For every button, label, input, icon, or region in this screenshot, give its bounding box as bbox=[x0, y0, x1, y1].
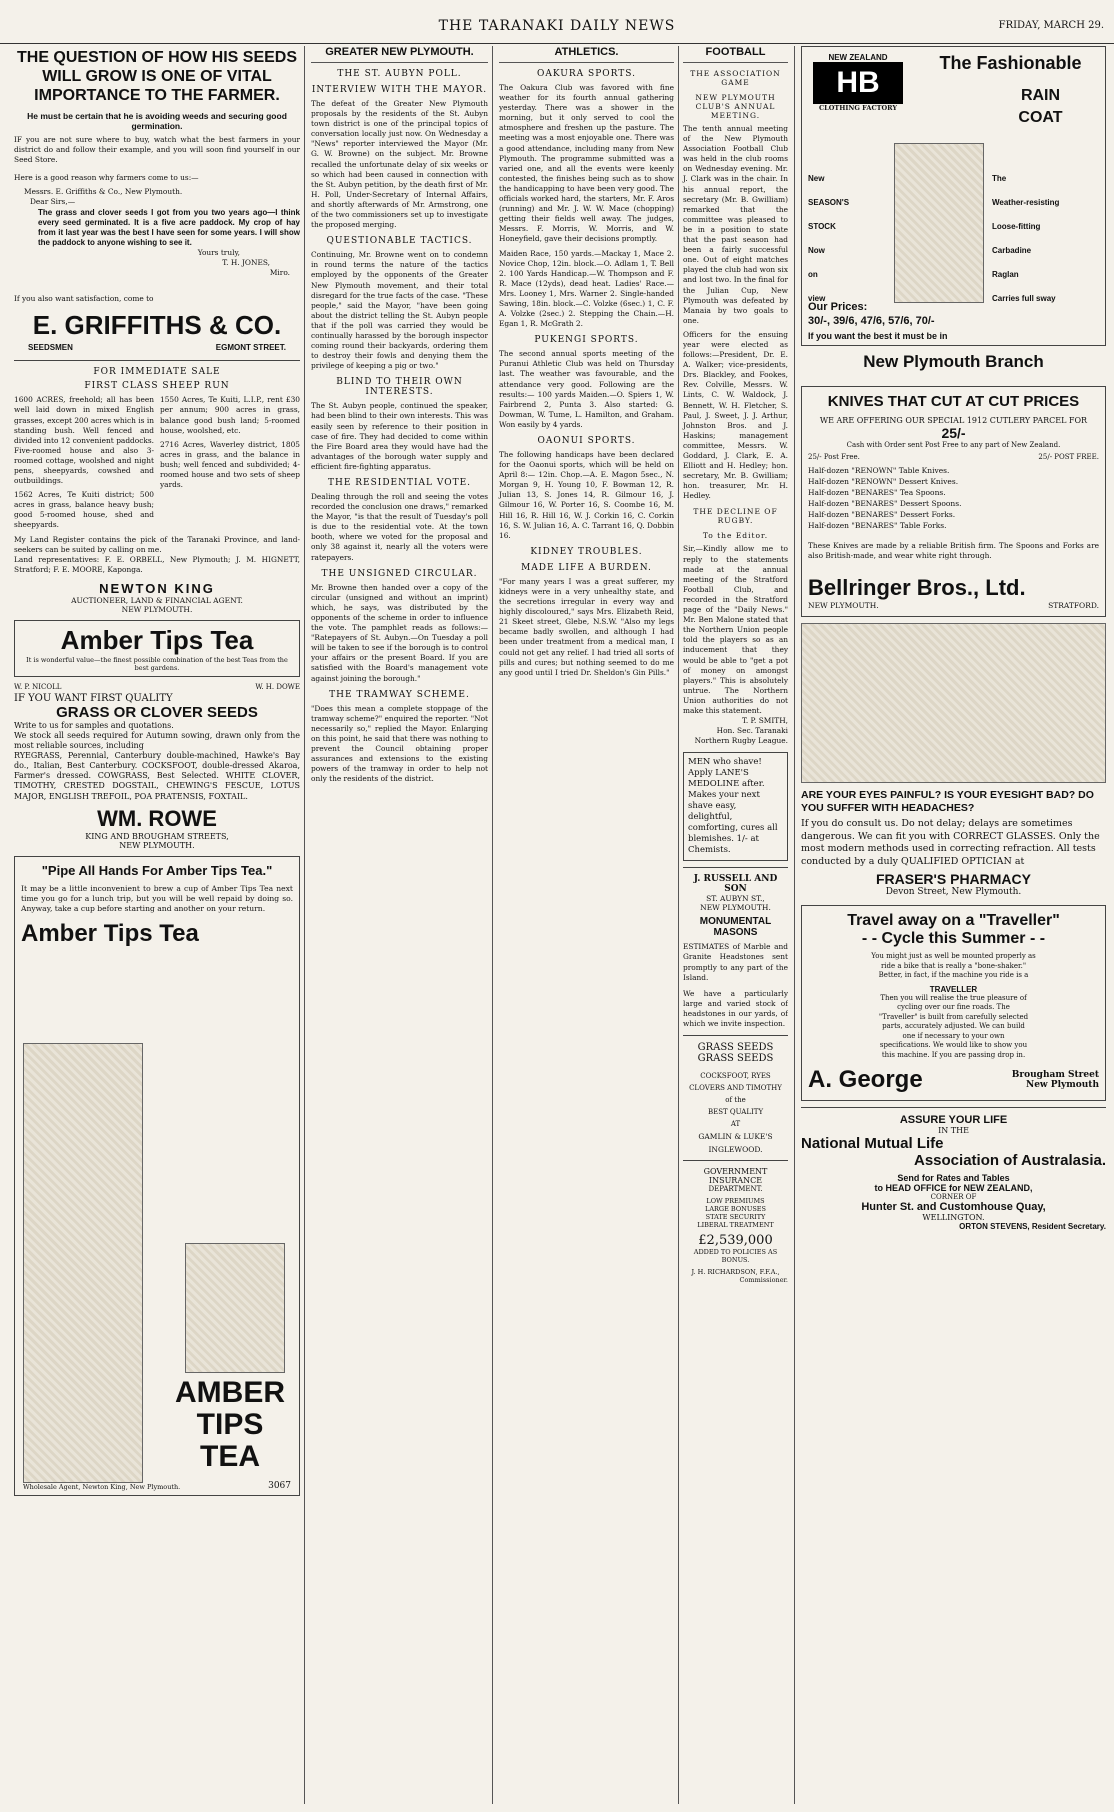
pipe-brand: Amber Tips Tea bbox=[21, 919, 199, 947]
woman-illustration bbox=[23, 1043, 143, 1483]
fb-sub3: THE DECLINE OF RUGBY. bbox=[693, 507, 778, 526]
knives-ad bbox=[801, 386, 1106, 617]
eyes-headline: ARE YOUR EYES PAINFUL? IS YOUR EYESIGHT BAD? DO YOU SUFFER WITH HEADACHES? bbox=[801, 789, 1094, 815]
letter-salutation: Dear Sirs,— bbox=[30, 197, 76, 207]
hb-prices: 30/-, 39/6, 47/6, 57/6, 70/- bbox=[808, 315, 935, 327]
gov-ins-10: Commissioner. bbox=[739, 1276, 788, 1285]
seeds-lead: He must be certain that he is avoiding weeds and securing good germination. bbox=[27, 111, 287, 131]
gnp-sub1: THE ST. AUBYN POLL. bbox=[337, 69, 462, 79]
griffiths-name: E. GRIFFITHS & CO. bbox=[32, 310, 282, 341]
knives-note: These Knives are made by a reliable British firm. The Spoons and Forks are also British-made, and wear white right through. bbox=[808, 541, 1099, 561]
sale-1600: 1600 ACRES, freehold; all has been well laid down in mixed English grasses, except 200 acres which is in standing bush. Well fenced and divided into 12 convenient paddocks. Five-roomed house and also 3-roomed cottage, woolshed and night pens, sheepyards, cowshed and outbuildings. bbox=[14, 395, 154, 486]
fb-sub1: THE ASSOCIATION GAME bbox=[690, 69, 781, 87]
pipe-all-hands-ad bbox=[14, 856, 300, 1496]
fb-p1: The tenth annual meeting of the New Plymouth Association Football Club was held in the club rooms on Wednesday evening. Mr. J. Clark was in the chair. In his annual report, the secretary (Mr. B. Gwilliam) remarked that the committee was pleased to be in a position to state that the past season had been a fairly successful one. Out of eight matches played the club had won six and lost two. In the final for the Julian Cup, New Plymouth was defeated by Manaia by two goals to one. bbox=[683, 124, 788, 325]
masthead-title: THE TARANAKI DAILY NEWS bbox=[438, 18, 676, 34]
hb-raincoat-ad bbox=[801, 46, 1106, 346]
knives-item: Half-dozen "RENOWN" Dessert Knives. bbox=[808, 477, 959, 486]
ath-sub1: OAKURA SPORTS. bbox=[537, 69, 636, 79]
mutual-4: Association of Australasia. bbox=[914, 1152, 1106, 1170]
hb-title3: COAT bbox=[1018, 109, 1063, 126]
gc-title: GRASS OR CLOVER SEEDS bbox=[56, 703, 258, 721]
sale-2716: 2716 Acres, Waverley district, 1805 acres in grass, and the balance in bush; well fenced and subdivided; 4-roomed house and two sets of sheep yards. bbox=[160, 439, 300, 490]
letter-sign: T. H. JONES, bbox=[222, 258, 270, 268]
gov-ins-8: ADDED TO POLICIES AS BONUS. bbox=[693, 1248, 778, 1265]
griffiths-seedsmen: SEEDSMEN bbox=[28, 343, 73, 353]
knives-item: Half-dozen "BENARES" Tea Spoons. bbox=[808, 488, 946, 497]
knives-items bbox=[808, 465, 1099, 531]
russell-street: ST. AUBYN ST., bbox=[706, 894, 765, 904]
traveller-ad bbox=[801, 905, 1106, 1101]
knives-pf1: 25/- Post Free. bbox=[808, 453, 860, 461]
ath-sub5: MADE LIFE A BURDEN. bbox=[521, 562, 652, 573]
fb-sign2: Hon. Sec. Taranaki Northern Rugby League. bbox=[694, 726, 788, 746]
hb-left-item: on bbox=[808, 270, 818, 279]
pipe-body: It may be a little inconvenient to brew a cup of Amber Tips Tea next time you go for a lunch trip, but you will be well repaid by doing so. Anyway, take a cup before starting and another on your return. bbox=[21, 883, 293, 913]
knives-title: KNIVES THAT CUT AT CUT PRICES bbox=[827, 393, 1080, 410]
masthead bbox=[0, 0, 1114, 44]
column-athletics bbox=[492, 46, 674, 1804]
griffiths-footer bbox=[14, 341, 300, 354]
gc-lead: IF YOU WANT FIRST QUALITY bbox=[14, 692, 173, 704]
gov-ins-1: GOVERNMENT INSURANCE bbox=[703, 1167, 768, 1186]
gnp-p5: Mr. Browne then handed over a copy of the circular (unsigned and without an imprint) which, he says, was distributed by the opponents of the scheme in order to influence the vote. The pamphlet reads as follows:— "Ratepayers of St. Aubyn.—On Tuesday a poll will be taken to see if the borough is to control your affairs or the present Board. If you are satisfied with the Board's management vote against joining the borough." bbox=[311, 582, 488, 683]
letter-place: Miro. bbox=[269, 268, 290, 278]
george-town: New Plymouth bbox=[1025, 1080, 1099, 1091]
ath-p1: The Oakura Club was favored with fine weather for its fourth annual gathering yesterday. There was a shower in the morning, but it only served to cool the atmosphere and freshen up the pasture. The meeting was a most enjoyable one. There was a good attendance, including many from New Plymouth. The programme submitted was a varied one, and all the events were keenly contested, the finishes being such as to show the handicapping to have been very good. The officials worked hard, the starters, Mr. F. Aros (running) and Mr. J. W. W. Mace (chopping) getting their fields well away. The judges, Messrs. F. Morris, W. Morris, and W. Honeyfield, gave their decisions promptly. bbox=[499, 83, 674, 244]
george-block bbox=[808, 1066, 1099, 1094]
gnp-p4: Dealing through the roll and seeing the votes recorded the conclusion one draws," remarked the Mayor, "is that the result of Tuesday's poll is due to the residential vote. At the town booth, where we voted for the proposal and only 38 against it, nearly all the voters were ratepayers. bbox=[311, 492, 488, 562]
section-head-football: FOOTBALL bbox=[683, 46, 788, 63]
nicoll-dowe bbox=[14, 683, 300, 691]
eyes-body: If you do consult us. Do not delay; delays are sometimes dangerous. We can fit you with CORRECT GLASSES. Only the most modern methods used in correcting refraction. All tests conducted by a duly QUALIFIED OPTICIAN at bbox=[801, 818, 1100, 867]
russell-town: NEW PLYMOUTH. bbox=[700, 903, 771, 913]
hb-left-item: New bbox=[808, 174, 825, 183]
seeds-headline: THE QUESTION OF HOW HIS SEEDS WILL GROW IS ONE OF VITAL IMPORTANCE TO THE FARMER. bbox=[16, 49, 298, 104]
knives-offer: WE ARE OFFERING OUR SPECIAL 1912 CUTLERY PARCEL FOR bbox=[819, 416, 1088, 425]
amber-tips-title: Amber Tips Tea bbox=[60, 624, 254, 655]
newton-king-line1: AUCTIONEER, LAND & FINANCIAL AGENT. bbox=[71, 595, 243, 605]
gov-ins-2: DEPARTMENT. bbox=[708, 1185, 763, 1194]
seeds-reason: Here is a good reason why farmers come to us:— bbox=[14, 173, 199, 183]
fraser-address: Devon Street, New Plymouth. bbox=[885, 887, 1022, 898]
grass-seeds-1: GRASS SEEDS bbox=[697, 1042, 774, 1054]
gov-ins-5: STATE SECURITY bbox=[705, 1213, 766, 1222]
dowe-name: W. H. DOWE bbox=[255, 682, 300, 691]
ath-p2: Maiden Race, 150 yards.—Mackay 1, Mace 2. Novice Chop, 12in. block.—O. Adlam 1, T. Bell 2. 100 Yards Handicap.—W. Thompson and F. R. Mace (12yds), dead heat. Ladies' Race.—Mrs. Looney 1, Mrs. Warner 2. Single-handed Sawing, 18in. block.—C. Volzke (6sec.) 1, C. F. A. Volzke (2sec.) 2. Stepping the Chain.—H. Egan 1, R. McGrath 2. bbox=[499, 248, 674, 329]
amber-tips-line: It is wonderful value—the finest possible combination of the best Teas from the best gardens. bbox=[26, 655, 288, 672]
hb-prices-label: Our Prices: bbox=[808, 301, 868, 313]
hb-right-list bbox=[992, 167, 1099, 311]
hb-right-item: The bbox=[992, 174, 1007, 183]
bellringer-name: Bellringer Bros., Ltd. bbox=[808, 575, 1026, 601]
sale-1562: 1562 Acres, Te Kuiti district; 500 acres in grass, balance heavy bush; good 5-roomed house, shed and sheepyards. bbox=[14, 490, 154, 530]
griffiths-street: EGMONT STREET. bbox=[215, 343, 286, 353]
fb-sub4: To the Editor. bbox=[702, 531, 769, 541]
fb-sub2: NEW PLYMOUTH CLUB'S ANNUAL MEETING. bbox=[695, 93, 776, 120]
ath-p5: "For many years I was a great sufferer, my kidneys were in a very unhealthy state, and the secretions irregular in every way and highly discoloured," says Mrs. Elizabeth Reid, 21 Skeet street, Glebe, N.S.W. "Also my legs became badly swollen, and although I had been under treatment from a medical man, I could not get any relief. I had tried all sorts of pills and cures; but nothing seemed to do me any good until I tried Dr. Sheldon's Gin Pills." bbox=[499, 576, 674, 677]
seeds-quality: BEST QUALITY bbox=[707, 1108, 764, 1117]
amber-tips-ad bbox=[14, 620, 300, 677]
seeds-clovers: CLOVERS AND TIMOTHY bbox=[689, 1084, 782, 1093]
wholesale-agent: Wholesale Agent, Newton King, New Plymouth. bbox=[23, 1482, 181, 1491]
gnp-sub7: THE TRAMWAY SCHEME. bbox=[329, 689, 470, 700]
seeds-at: AT bbox=[730, 1120, 741, 1129]
estimates: ESTIMATES of Marble and Granite Headstones sent promptly to any part of the Island. bbox=[683, 942, 788, 982]
gov-ins-7: £2,539,000 bbox=[698, 1233, 773, 1249]
stock-note: We have a particularly large and varied stock of headstones in our yards, of which we invite inspection. bbox=[683, 988, 788, 1028]
gc-list: RYEGRASS, Perennial, Canterbury double-machined, Hawke's Bay do., Italian, Best Canterbury. COCKSFOOT, double-dressed Akaroa, Farmer's dressed. COWGRASS, Best Selected. WHITE CLOVER, TIMOTHY, CRESTED DOGSTAIL, CHEWING'S FESCUE, LOTUS MAJOR, ENGLISH TREFOIL, POA PRATENSIS, FOXTAIL. bbox=[14, 751, 300, 801]
seeds-intro: IF you are not sure where to buy, watch what the best farmers in your district do and follow their example, and you will soon find yourself in our Seed Store. bbox=[14, 135, 300, 165]
ath-sub3: OAONUI SPORTS. bbox=[537, 436, 636, 446]
rowe-addr2: NEW PLYMOUTH. bbox=[119, 840, 195, 850]
pipe-title: "Pipe All Hands For Amber Tips Tea." bbox=[41, 862, 273, 878]
sale-1550: 1550 Acres, Te Kuiti, L.I.P., rent £30 per annum; 900 acres in grass, balance good bush land; 5-roomed house, woolshed, etc. bbox=[160, 395, 300, 435]
seeds-cocksfoot: COCKSFOOT, RYES bbox=[700, 1072, 771, 1081]
ad-number: 3067 bbox=[268, 1480, 291, 1491]
hb-title1: The Fashionable bbox=[939, 53, 1082, 73]
hb-left-item: STOCK bbox=[808, 222, 836, 231]
ath-sub2: PUKENGI SPORTS. bbox=[534, 335, 639, 346]
gnp-sub4: BLIND TO THEIR OWN INTERESTS. bbox=[336, 377, 463, 398]
gnp-sub3: QUESTIONABLE TACTICS. bbox=[326, 236, 473, 247]
hb-branch: New Plymouth Branch bbox=[863, 352, 1044, 371]
gnp-p2: Continuing, Mr. Browne went on to condemn in round terms the nature of the tactics employed by the opponents of the Greater New Plymouth movement, and their total disregard for the true facts of the case. "These people," said the Mayor, "have been going about the district telling the St. Aubyn people that if the poll was carried they would be continually harassed by the borough inspector coming round their backyards, ordering them to destroy their fowls and denying them the privilege of keeping a pig or two." bbox=[311, 250, 488, 371]
knives-item: Half-dozen "RENOWN" Table Knives. bbox=[808, 466, 950, 475]
mutual-9: WELLINGTON. bbox=[922, 1213, 985, 1223]
land-register: My Land Register contains the pick of the Taranaki Province, and land-seekers can be suited by calling on me. bbox=[14, 534, 300, 554]
traveller-intro: You might just as well be mounted properly as ride a bike that is really a "bone-shaker." Better, in fact, if the machine you ride is a bbox=[871, 952, 1036, 980]
hb-best: If you want the best it must be in bbox=[808, 331, 948, 341]
traveller-name: TRAVELLER bbox=[929, 984, 978, 994]
mutual-6: to HEAD OFFICE for NEW ZEALAND, bbox=[874, 1183, 1033, 1194]
bellringer-places bbox=[808, 601, 1099, 610]
gnp-p6: "Does this mean a complete stoppage of the tramway scheme?" enquired the reporter. "Not necessarily so," replied the Mayor. Enlarging on this point, he said that there was nothing to prevent the Council obtaining proper assurances and extensions to the existing powers of the tramway in order to help not only the residents of the district. bbox=[311, 703, 488, 784]
nicoll-name: W. P. NICOLL bbox=[14, 682, 62, 691]
traveller-title: Travel away on a "Traveller" bbox=[847, 912, 1060, 930]
sale-listings bbox=[14, 395, 300, 530]
hb-right-item: Weather-resisting bbox=[992, 198, 1060, 207]
mutual-3: National Mutual Life bbox=[801, 1135, 944, 1153]
knives-pf2: 25/- POST FREE. bbox=[1038, 453, 1099, 461]
hb-logo bbox=[808, 53, 908, 112]
seeds-want: If you also want satisfaction, come to bbox=[14, 294, 154, 304]
bellringer-stratford: STRATFORD. bbox=[1048, 601, 1099, 611]
newton-king-line2: NEW PLYMOUTH. bbox=[121, 604, 193, 614]
knives-price: 25/- bbox=[941, 425, 966, 441]
knives-postfree bbox=[808, 453, 1099, 461]
mutual-8: Hunter St. and Customhouse Quay, bbox=[861, 1201, 1046, 1214]
hb-left-list bbox=[808, 167, 888, 311]
mutual-2: IN THE bbox=[938, 1126, 969, 1136]
seeds-gamlin: GAMLIN & LUKE'S bbox=[698, 1132, 773, 1142]
gov-ins-9: J. H. RICHARDSON, F.F.A., bbox=[691, 1268, 780, 1277]
raincoat-man-illustration bbox=[894, 143, 984, 303]
gc-p1: Write to us for samples and quotations. bbox=[14, 720, 174, 730]
mutual-10: ORTON STEVENS, Resident Secretary. bbox=[959, 1222, 1106, 1232]
knives-item: Half-dozen "BENARES" Dessert Forks. bbox=[808, 510, 956, 519]
gnp-sub6: THE UNSIGNED CIRCULAR. bbox=[321, 568, 478, 579]
tea-tin-illustration bbox=[185, 1243, 285, 1373]
column-football bbox=[678, 46, 788, 1804]
gnp-p1: The defeat of the Greater New Plymouth proposals by the residents of the St. Aubyn town district is one of the principal topics of conversation locally just now. On Wednesday a "News" reporter interviewed the Mayor (Mr. G. W. Browne) on the subject. Mr. Browne recalled the unfortunate delay of six weeks or so which had been caused in connection with the St. Aubyn petition, by the death first of Mr. H. Poll, Under-Secretary of Internal Affairs, and shortly afterwards of Mr. Armstrong, one of the two commissioners set up to investigate the proposed merging. bbox=[311, 99, 488, 230]
russell-name: J. RUSSELL AND SON bbox=[693, 874, 778, 895]
hb-mark: HB bbox=[813, 62, 903, 104]
hb-nz: NEW ZEALAND bbox=[828, 53, 888, 62]
hb-right-item: Loose-fitting bbox=[992, 222, 1041, 231]
george-name: A. George bbox=[808, 1066, 923, 1094]
ath-p3: The second annual sports meeting of the Puranui Athletic Club was held on Thursday last. The weather was favourable, and the attendance very good. Following are the results:— 100 yards Maiden.—O. Spiers 1, W. Fairbrend 2, Punta 3. Also started: G. Dowman, W. Tume, L. Hamilton, and Graham. Won easily by 4 yards. bbox=[499, 349, 674, 429]
hb-title2: RAIN bbox=[1020, 87, 1061, 104]
gc-p2: We stock all seeds required for Autumn sowing, drawn only from the most reliable sources, including bbox=[14, 731, 300, 751]
bellringer-np: NEW PLYMOUTH. bbox=[808, 601, 879, 611]
knives-item: Half-dozen "BENARES" Dessert Spoons. bbox=[808, 499, 962, 508]
lanes-medoline-ad: MEN who shave! Apply LANE'S MEDOLINE after. Makes your next shave easy, delightful, comforting, cures all blemishes. 1/- at Chemists. bbox=[683, 752, 788, 861]
hb-right-item: Carbadine bbox=[992, 246, 1032, 255]
hb-right-item: Raglan bbox=[992, 270, 1019, 279]
gov-ins-3: LOW PREMIUMS bbox=[706, 1197, 765, 1206]
fb-p2: Officers for the ensuing year were elected as follows:—President, Dr. E. A. Walker; vice-presidents, Drs. Blackley, and Fookes, Rev. Colville, Messrs. W. Lints, C. W. Waldock, J. Bennett, W. H. Fletcher, S. Paul, J. Sweet, J. J. Arthur, Johnston Bros. and J. Haskins; management committee, Messrs. W. Goddard, J. Clark, E. A. Elliott and H. Hedley; hon. secretary, Mr. B. Gwilliam; hon. treasurer, Mr. H. Hedley. bbox=[683, 329, 788, 501]
mutual-7: CORNER OF bbox=[930, 1193, 977, 1202]
gov-ins-4: LARGE BONUSES bbox=[705, 1205, 766, 1214]
hb-right-item: Carries full sway bbox=[992, 294, 1056, 303]
ath-p4: The following handicaps have been declared for the Oaonui sports, which will be held on April 8:— 12in. Chop.—A. E. Magon 5sec., N. Morgan 9, H. Young 10, F. Bowman 12, R. Julian 13, S. Jones 14, R. Gilmour 16, J. Gilmour 16, W. Porter 16, S. Coombe 16, M. Hill 16, R. Hill 16, W. J. Corkin 16, C. Corkin 16, S. W. Julian 16, A. C. Tarrant 16, Q. Dobbin 16. bbox=[499, 450, 674, 540]
column-seeds-ads bbox=[14, 46, 300, 1804]
gov-ins-6: LIBERAL TREATMENT bbox=[697, 1221, 774, 1230]
fb-sign1: T. P. SMITH, bbox=[742, 716, 788, 726]
mutual-5: Send for Rates and Tables bbox=[897, 1173, 1010, 1184]
knives-item: Half-dozen "BENARES" Table Forks. bbox=[808, 521, 947, 530]
optician-illustration bbox=[801, 623, 1106, 783]
section-head-athletics: ATHLETICS. bbox=[499, 46, 674, 63]
sale-title: FOR IMMEDIATE SALE bbox=[93, 367, 221, 378]
seeds-inglewood: INGLEWOOD. bbox=[708, 1145, 763, 1155]
gnp-sub2: INTERVIEW WITH THE MAYOR. bbox=[311, 85, 488, 95]
ath-sub4: KIDNEY TROUBLES. bbox=[530, 546, 643, 557]
column-greater-new-plymouth bbox=[304, 46, 488, 1804]
monumental-masons: MONUMENTAL MASONS bbox=[699, 916, 772, 939]
hb-cf: CLOTHING FACTORY bbox=[819, 104, 897, 112]
hb-left-item: SEASON'S bbox=[808, 198, 850, 207]
mutual-1: ASSURE YOUR LIFE bbox=[899, 1114, 1008, 1127]
rowe-name: WM. ROWE bbox=[97, 805, 217, 831]
hb-left-item: Now bbox=[808, 246, 825, 255]
sale-subtitle: FIRST CLASS SHEEP RUN bbox=[84, 381, 230, 392]
newton-king: NEWTON KING bbox=[99, 580, 215, 596]
section-head-gnp: GREATER NEW PLYMOUTH. bbox=[311, 46, 488, 63]
hb-left-item: view bbox=[808, 294, 826, 303]
grass-seeds-2: GRASS SEEDS bbox=[697, 1053, 774, 1065]
gnp-p3: The St. Aubyn people, continued the speaker, had been blind to their own interests. This was easily seen by reference to their position in case of fire. They had decided to come within the Fire Board area they would have had the advantages of the borough water supply and efficient fire-fighting apparatus. bbox=[311, 401, 488, 471]
traveller-body: Then you will realise the true pleasure of cycling over our fine roads. The "Traveller" is built from carefully selected parts, accurately adjusted. We can build one if necessary to your own specifications. We would like to show you this machine. If you are passing drop in. bbox=[878, 993, 1029, 1059]
george-address bbox=[1012, 1070, 1099, 1090]
land-agents: Land representatives: F. E. ORBELL, New Plymouth; J. M. HIGNETT, Stratford; F. E. MOORE, Kaponga. bbox=[14, 554, 300, 574]
tins-label: AMBER TIPS TEA bbox=[175, 1375, 285, 1473]
knives-cash: Cash with Order sent Post Free to any part of New Zealand. bbox=[846, 441, 1061, 449]
fraser-pharmacy: FRASER'S PHARMACY bbox=[875, 871, 1031, 888]
letter-close: Yours truly, bbox=[197, 247, 240, 257]
letter-address: Messrs. E. Griffiths & Co., New Plymouth. bbox=[24, 187, 183, 197]
seeds-of-the: of the bbox=[725, 1096, 746, 1105]
letter-body: The grass and clover seeds I got from you two years ago—I think every seed germinated. It is a five acre paddock. My crop of hay from it last year was the best I have seen for some years. I will show the paddock to anyone wishing to see it. bbox=[38, 207, 300, 247]
gnp-sub5: THE RESIDENTIAL VOTE. bbox=[327, 478, 472, 488]
fb-p3: Sir,—Kindly allow me to reply to the statements made at the annual meeting of the Stratford Football Club, and recorded in the Stratford page of the "Daily News." Mr. Ben Malone stated that the Northern Union people told the players so as an inducement that they would be able to "get a pot of money on amongst players." This is absolutely untrue. The Northern Union authorities do not make this statement. bbox=[683, 544, 788, 715]
masthead-date: FRIDAY, MARCH 29. bbox=[998, 20, 1104, 31]
traveller-subtitle: - - Cycle this Summer - - bbox=[861, 930, 1046, 948]
column-ads-right bbox=[794, 46, 1106, 1804]
rowe-addr1: KING AND BROUGHAM STREETS, bbox=[85, 831, 229, 841]
george-street: Brougham Street bbox=[1011, 1070, 1099, 1081]
